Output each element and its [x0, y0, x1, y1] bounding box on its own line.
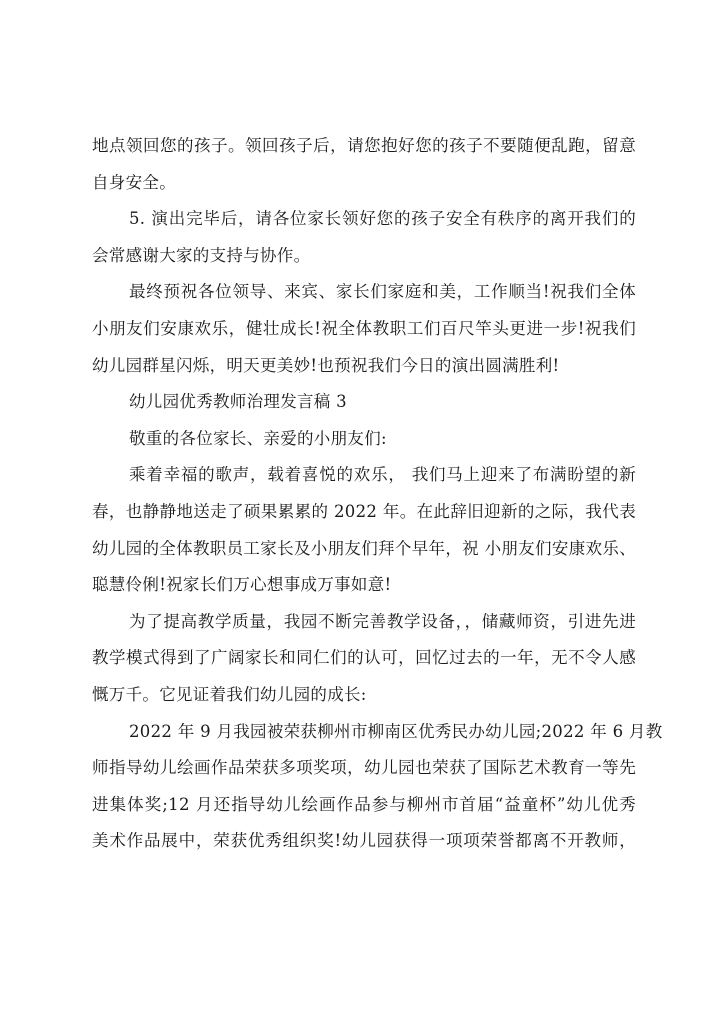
text-line: 进集体奖;12 月还指导幼儿绘画作品参与柳州市首届“益童杯”幼儿优秀 — [92, 794, 636, 814]
text-line: 为了提高教学质量，我园不断完善教学设备，，储藏师资，引进先进 — [129, 611, 636, 631]
text-line: 教学模式得到了广阔家长和同仁们的认可，回忆过去的一年，无不令人感 — [92, 648, 636, 668]
paragraph-pickup-instructions — [92, 128, 636, 201]
text-line: 春，也静静地送走了硕果累累的 2022 年。在此辞旧迎新的之际，我代表 — [92, 501, 636, 521]
text-line: 最终预祝各位领导、来宾、家长们家庭和美，工作顺当!祝我们全体 — [129, 282, 636, 302]
section-heading — [92, 384, 636, 421]
paragraph-new-year-greeting — [92, 457, 636, 603]
section-title: 幼儿园优秀教师治理发言稿 3 — [129, 392, 347, 412]
text-line: 聪慧伶俐!祝家长们万心想事成万事如意! — [92, 575, 392, 595]
paragraph-achievements — [92, 714, 663, 860]
paragraph-salutation — [92, 421, 636, 458]
text-line: 自身安全。 — [92, 172, 176, 192]
paragraph-teaching-quality — [92, 604, 636, 714]
paragraph-closing-wishes — [92, 274, 636, 384]
text-line: 5. 演出完毕后，请各位家长领好您的孩子安全有秩序的离开我们的 — [129, 209, 636, 229]
document-body — [92, 128, 663, 860]
text-line: 乘着幸福的歌声，载着喜悦的欢乐， 我们马上迎来了布满盼望的新 — [129, 465, 636, 485]
paragraph-item-5 — [92, 201, 636, 274]
text-line: 地点领回您的孩子。领回孩子后，请您抱好您的孩子不要随便乱跑，留意 — [92, 136, 636, 155]
text-line: 美术作品展中，荣获优秀组织奖!幼儿园获得一项项荣誉都离不开教师， — [92, 831, 636, 851]
text-line: 慨万千。它见证着我们幼儿园的成长: — [92, 684, 367, 704]
text-line: 敬重的各位家长、亲爱的小朋友们: — [129, 428, 387, 448]
text-line: 幼儿园群星闪烁，明天更美妙!也预祝我们今日的演出圆满胜利! — [92, 355, 560, 375]
text-line: 2022 年 9 月我园被荣获柳州市柳南区优秀民办幼儿园;2022 年 6 月教 — [129, 721, 663, 741]
text-line: 幼儿园的全体教职员工家长及小朋友们拜个早年，祝 小朋友们安康欢乐、 — [92, 538, 636, 558]
text-line: 会常感谢大家的支持与协作。 — [92, 245, 311, 265]
text-line: 小朋友们安康欢乐，健壮成长!祝全体教职工们百尺竿头更进一步!祝我们 — [92, 318, 636, 338]
text-line: 师指导幼儿绘画作品荣获多项奖项，幼儿园也荣获了国际艺术教育一等先 — [92, 758, 636, 778]
